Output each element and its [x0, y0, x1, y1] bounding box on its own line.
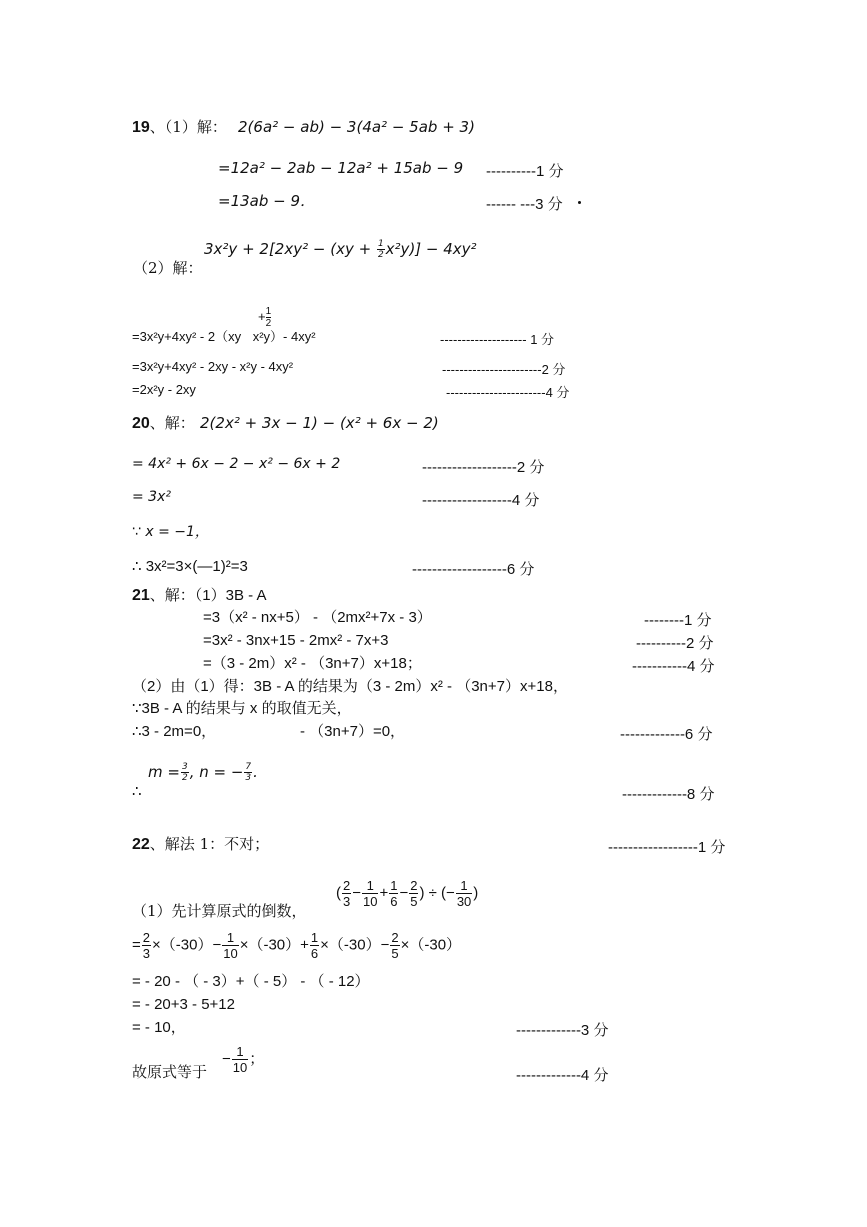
q19-p1-step1: =12a² − 2ab − 12a² + 15ab − 9	[218, 159, 464, 177]
q21-p2-line3a: ∴3 - 2m=0，	[132, 723, 217, 740]
q19-p2-step2: =3x²y+4xy² - 2xy - x²y - 4xy²	[132, 359, 294, 374]
q20-heading	[132, 416, 195, 432]
q20-label: 、解：	[149, 414, 195, 432]
q20-expression: 2(2x² + 3x − 1) − (x² + 6x − 2)	[200, 414, 439, 432]
q21-p2-therefore: ∴	[132, 783, 142, 800]
q19-number: 19	[132, 119, 150, 136]
q20-step4-score: -------------------6 分	[412, 561, 535, 578]
q19-p1-expression: 2(6a² − ab) − 3(4a² − 5ab + 3)	[238, 118, 475, 136]
q21-step1-score: --------1 分	[644, 612, 712, 629]
q21-step1: =3（x² - nx+5） - （2mx²+7x - 3）	[203, 609, 432, 626]
q22-p1-text: （1）先计算原式的倒数，	[132, 902, 307, 920]
q19-p1-step2-score: ------ ---3 分	[486, 196, 563, 213]
q21-step3-score: -----------4 分	[632, 658, 715, 675]
q20-step3: ∵ x = −1，	[132, 524, 209, 540]
q22-step4: = - 10，	[132, 1019, 186, 1036]
q19-heading	[132, 120, 227, 136]
q22-step5-text: 故原式等于	[132, 1063, 208, 1081]
q22-step5-score: -------------4 分	[516, 1067, 609, 1084]
q21-p2-line2: ∵3B - A 的结果与 x 的取值无关，	[132, 700, 352, 717]
q22-reciprocal-expression: ( $\frac{2}{3}$ − $\frac{1}{10}$ + $\frac{1}{6}$ − $\frac{2}{5}$ ) ÷ (− $\frac{1}{30}$ )	[336, 878, 479, 909]
q21-heading	[132, 588, 267, 604]
q22-step4-score: -------------3 分	[516, 1022, 609, 1039]
q21-p2-result: m = $\frac{3}{2}$ , n = − $\frac{7}{3}$ .	[148, 762, 258, 783]
q22-label: 、解法 1：不对；	[149, 835, 270, 853]
q19-p2-step3-score: -----------------------4 分	[446, 385, 570, 400]
q21-label: 、解：（1）3B - A	[149, 587, 267, 604]
q21-p2-result-score: -------------8 分	[622, 786, 715, 803]
q21-step3: =（3 - 2m）x² - （3n+7）x+18；	[203, 655, 422, 672]
q19-p2-step1-score: -------------------- 1 分	[440, 332, 555, 347]
q21-p2-line3b: - （3n+7）=0，	[300, 723, 406, 740]
q19-p2-step3: =2x²y - 2xy	[132, 382, 196, 397]
q19-p2-expression: 3x²y + 2[2xy² − (xy + $\frac{1}{2}$ x²y)] − 4xy²	[204, 239, 477, 260]
q19-p1-label: 、（1）解：	[149, 118, 227, 136]
q20-step1: = 4x² + 6x − 2 − x² − 6x + 2	[132, 456, 341, 472]
q21-p2-line3-score: -------------6 分	[620, 726, 713, 743]
q19-p2-label: （2）解：	[133, 259, 203, 277]
q20-step2: = 3x²	[132, 489, 171, 505]
q21-number: 21	[132, 587, 150, 604]
q21-step2-score: ----------2 分	[636, 635, 714, 652]
q22-step1: = $\frac{2}{3}$ ×（-30）− $\frac{1}{10}$ ×（-30）+ $\frac{1}{6}$ ×（-30）− $\frac{2}{5}$ ×（-30）	[132, 930, 462, 961]
q22-number: 22	[132, 836, 150, 853]
q22-heading-score: ------------------1 分	[608, 839, 726, 856]
q19-p2-step1: =3x²y+4xy² - 2（xy x²y）- 4xy²	[132, 329, 316, 344]
q20-step2-score: ------------------4 分	[422, 492, 540, 509]
q22-step5-fraction: − $\frac{1}{10}$ ；	[222, 1044, 265, 1075]
q21-p2-line1: （2）由（1）得：3B - A 的结果为（3 - 2m）x² - （3n+7）x+18，	[132, 678, 568, 695]
q19-p1-step1-score: ----------1 分	[486, 163, 564, 180]
q20-step1-score: -------------------2 分	[422, 459, 545, 476]
q20-step4: ∴ 3x²=3×(—1)²=3	[132, 558, 248, 575]
q21-step2: =3x² - 3nx+15 - 2mx² - 7x+3	[203, 632, 389, 649]
q22-step3: = - 20+3 - 5+12	[132, 996, 235, 1013]
q19-p2-plus-half: + $\frac{1}{2}$	[258, 306, 272, 329]
q22-heading	[132, 837, 269, 853]
stray-dot	[578, 201, 581, 204]
q22-step2: = - 20 - （ - 3）+（ - 5） - （ - 12）	[132, 973, 370, 990]
q19-p2-step2-score: -----------------------2 分	[442, 362, 566, 377]
q20-number: 20	[132, 415, 150, 432]
q19-p1-step2: =13ab − 9．	[218, 192, 316, 210]
